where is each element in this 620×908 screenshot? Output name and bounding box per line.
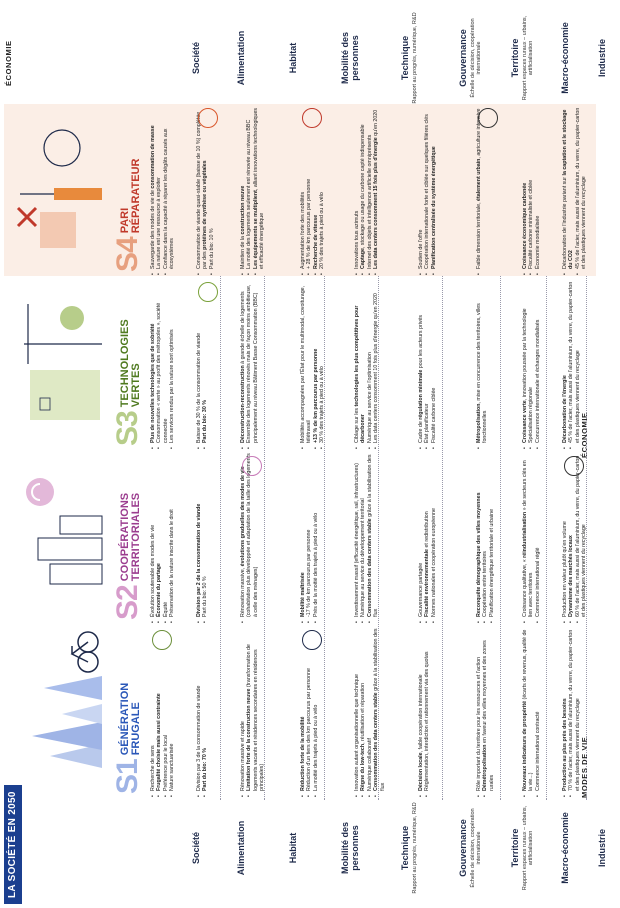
bullet-item: • Croissance verte, innovation poussée par la technologie	[522, 308, 528, 443]
bullet-item: • Consommation des data centers stable grâce à la stabilisation des flux	[373, 626, 386, 791]
bullet-item: • Réduction forte de la mobilité	[300, 668, 306, 791]
bullet-item: • Normes nationales et coopération européenne	[431, 508, 437, 617]
bullet-list	[300, 278, 326, 450]
bullet-item: • Production en valeur plutôt qu'en volume	[562, 452, 568, 617]
s1-cell-industrie	[562, 626, 596, 798]
bullet-item: • Innovations tous azimuts	[354, 110, 360, 269]
bullet-item: • Captage, stockage ou usage du carbone capté indispensable	[360, 110, 366, 269]
row-title: Territoire	[510, 38, 521, 78]
bullet-item: • -17 % de km parcourus par personne	[306, 513, 312, 617]
bullet-item: • Croissance qualitative, « réindustrialisation » de secteurs clés en lien avec territoires	[522, 452, 535, 617]
row-labels-right	[28, 12, 608, 104]
s3-title	[111, 319, 144, 446]
bullet-item: • Décision locale, faible coopération internationale	[418, 651, 424, 791]
row-label-alimentation-left	[220, 802, 264, 894]
bullet-item: • + 28 % de km parcourus par personne	[306, 179, 312, 269]
plane-crossed-icon	[302, 108, 322, 128]
s3-title-line2: VERTES	[130, 363, 142, 408]
bullet-item: • 60 % de l'acier, mais aussi de l'aluminium, du verre, du papier-carton et des plastiques viennent du recyclage	[575, 452, 588, 617]
bullet-item: • Décarbonation de l'énergie	[562, 278, 568, 443]
s4-repair-illustration	[10, 116, 110, 256]
bullet-list	[150, 509, 176, 624]
bullet-list	[354, 110, 380, 276]
row-label-macro-economie-left	[546, 802, 586, 894]
s3-cell-technique	[354, 278, 418, 450]
s3-title-line1: TECHNOLOGIES	[119, 319, 131, 408]
bullet-item: • Production au plus près des besoins	[562, 626, 568, 791]
bullet-item: • Les équipements se multiplient, alliant innovations technologiques et efficacité énergétique	[253, 104, 266, 269]
s1-cell-territoire	[476, 626, 522, 798]
s2-cell-alimentation	[196, 452, 240, 624]
row-subtitle: Échelle de décision, coopération internationale	[470, 18, 483, 98]
row-title: Industrie	[597, 829, 608, 868]
bullet-item: • Réglementation, interdiction et rationnement via des quotas	[424, 651, 430, 791]
bullet-item: • Commerce international contracté	[535, 626, 541, 791]
s2-number: S2	[111, 585, 144, 620]
s1-cell-gouvernance	[418, 626, 476, 798]
bullet-item: • Métropolisation, mise en concurrence des territoires, villes fonctionnelles	[476, 278, 489, 443]
row-title: Industrie	[597, 39, 608, 78]
bullet-list	[354, 278, 380, 450]
row-label-territoire-left	[500, 802, 546, 894]
s4-title-line2: RÉPARATEUR	[130, 158, 142, 234]
bullet-item: • Planification énergétique territoriale et urbaine	[489, 492, 495, 617]
bullet-list	[418, 651, 431, 798]
bullet-item: • Décarbonation de l'industrie pariant sur la captation et le stockage du CO2	[562, 104, 575, 269]
s4-title-line1: PARI	[119, 207, 131, 234]
row-label-mobilite-left	[324, 802, 378, 894]
row-title: Société	[191, 832, 202, 865]
s4-cell-technique	[354, 104, 418, 276]
recycle-icon	[564, 456, 584, 476]
bullet-item: • Commerce international réglé	[535, 452, 541, 617]
row-label-gouvernance-right	[442, 12, 500, 104]
s1-cell-habitat	[240, 626, 300, 798]
bullet-list	[196, 504, 209, 624]
s4-cell-gouvernance	[418, 104, 476, 276]
crane-icon	[478, 108, 498, 128]
bullet-list	[418, 114, 437, 276]
bullet-list	[418, 315, 437, 450]
scenario-s4	[4, 104, 596, 276]
bullet-item: • Confiance dans la capacité à réparer les dégâts causés aux écosystèmes	[163, 104, 176, 269]
s2-title-line2: TERRITORIALES	[130, 492, 142, 582]
row-title: Habitat	[288, 832, 299, 864]
bullet-item: • Rénovation massive et rapide	[240, 626, 246, 791]
bullet-item: • Innovation autant organisationnelle que technique	[354, 626, 360, 791]
bullet-item: • Plus de nouvelles technologies que de sobriété	[150, 278, 156, 443]
bullet-item: • Cadre de régulation minimale pour les acteurs privés	[418, 315, 424, 443]
row-subtitle: Rapport au progrès, numérique, R&D	[412, 12, 419, 104]
s1-title	[111, 682, 144, 794]
s4-cells	[150, 104, 596, 276]
bullet-item: • Numérique au service de l'optimisation	[367, 278, 373, 443]
s4-cell-industrie	[562, 104, 596, 276]
row-title: Macro-économie	[560, 812, 571, 884]
row-title: Mobilité des personnes	[340, 32, 360, 85]
bullet-item: • Évolution soutenable des modes de vie	[150, 509, 156, 617]
bullet-list	[240, 104, 266, 276]
bullet-item: • 45 % de l'acier, mais aussi de l'aluminium, du verre, du papier-carton et des plastiques viennent du recyclage	[568, 278, 581, 443]
bullet-item: • Numérique au service du développement territorial	[360, 452, 366, 617]
row-subtitle: Rapport espaces ruraux – urbains, artificialisation	[522, 15, 535, 101]
bullet-item: • La moitié des trajets à pied ou à vélo	[313, 668, 319, 791]
s3-cells	[150, 278, 596, 450]
s1-cell-macro-economie	[522, 626, 562, 798]
bullet-list	[196, 333, 209, 450]
scenario-s2	[4, 452, 596, 624]
bullet-item: • Règne du low-tech, réutilisation et réparation	[360, 626, 366, 791]
s4-cell-territoire	[476, 104, 522, 276]
bullet-item: • Reconquête démographique des villes moyennes	[476, 492, 482, 617]
bullet-item: • Soutien de l'offre	[418, 114, 424, 269]
row-subtitle: Rapport au progrès, numérique, R&D	[412, 802, 419, 894]
bullet-list	[562, 104, 588, 276]
bullet-item: • Investissement massif (efficacité énergétique, rail, infrastructures)	[354, 452, 360, 617]
bullet-item: • Ciblage sur les technologies les plus compétitives pour décarboner	[354, 278, 367, 443]
bullet-list	[476, 109, 482, 276]
s2-cell-technique	[354, 452, 418, 624]
bullet-item: • Croissance économique carbonée	[522, 180, 528, 269]
s3-header	[4, 278, 146, 450]
s1-cell-technique	[354, 626, 418, 798]
s4-cell-macro-economie	[522, 104, 562, 276]
bullet-item: • Faible dimension territoriale, étalement urbain, agriculture intensive	[476, 109, 482, 269]
s3-cell-territoire	[476, 278, 522, 450]
bullet-item: • Part du bio: 70 %	[202, 686, 208, 791]
bullet-item: • Recherche de vitesse	[313, 179, 319, 269]
section-label-economie-bottom: ÉCONOMIE	[580, 412, 589, 458]
s4-header	[4, 104, 146, 276]
bullet-item: • Mobilités accompagnées par l'État pour le multimodal, covoiturage, télétravail	[300, 278, 313, 443]
s4-cell-mobilite	[300, 104, 354, 276]
row-label-habitat-right	[264, 12, 324, 104]
bullet-item: • Division par 3 de la consommation de viande	[196, 686, 202, 791]
row-label-societe-right	[174, 12, 220, 104]
s4-cell-societe	[150, 104, 196, 276]
bullet-list	[300, 668, 319, 798]
scenario-s3	[4, 278, 596, 450]
bullet-item: • Planification centralisée du système énergétique	[431, 114, 437, 269]
s1-cell-mobilite	[300, 626, 354, 798]
s4-cell-habitat	[240, 104, 300, 276]
bullet-list	[476, 278, 489, 450]
row-subtitle: Échelle de décision, coopération internationale	[470, 808, 483, 888]
row-label-gouvernance-left	[442, 802, 500, 894]
bullet-item: • Les data centers consomment 10 fois plus d'énergie qu'en 2020	[373, 278, 379, 443]
s2-cell-industrie	[562, 452, 596, 624]
bullet-list	[522, 308, 541, 450]
s2-cell-gouvernance	[418, 452, 476, 624]
bullet-item: • Nature sanctuarisée	[169, 693, 175, 791]
s1-header	[4, 626, 146, 798]
row-title: Mobilité des personnes	[340, 822, 360, 875]
bullet-item: • Économie mondialisée	[535, 180, 541, 269]
s2-village-illustration	[10, 464, 110, 604]
bullet-item: • Internet des objets et intelligence artificielle omniprésents	[367, 110, 373, 269]
bullet-item: • Part du bio: 50 %	[202, 504, 208, 617]
s2-cell-macro-economie	[522, 452, 562, 624]
s1-cell-societe	[150, 626, 196, 798]
bullet-item: • 45 % de l'acier, mais aussi de l'aluminium, du verre, du papier-carton et des plastiques viennent du recyclage	[575, 104, 588, 269]
bullet-item: • La nature est une ressource à exploiter	[156, 104, 162, 269]
s2-cells	[150, 452, 596, 624]
row-title: Alimentation	[236, 820, 247, 876]
bullet-item: • État planificateur	[424, 315, 430, 443]
row-title: Technique	[400, 35, 411, 81]
cow-icon	[198, 108, 218, 128]
bullet-list	[354, 452, 380, 624]
bullet-item: • Spécialisation régionale	[528, 308, 534, 443]
row-label-habitat-left	[264, 802, 324, 894]
row-title: Alimentation	[236, 30, 247, 86]
bullet-list	[522, 180, 541, 276]
s4-cell-alimentation	[196, 104, 240, 276]
bicycle-icon	[302, 630, 322, 650]
bullet-list	[562, 626, 581, 798]
bullet-item: • Équité	[163, 509, 169, 617]
bullet-item: • Préférence pour le local	[163, 693, 169, 791]
s2-header	[4, 452, 146, 624]
tree-icon	[152, 630, 172, 650]
bullet-item: • Nouveaux indicateurs de prospérité (écarts de revenus, qualité de la vie...)	[522, 626, 535, 791]
row-label-industrie-left	[586, 802, 620, 894]
section-label-economie-top: ÉCONOMIE	[4, 40, 13, 86]
bullet-list	[150, 104, 176, 276]
bullet-item: • Près de la moitié des trajets à pied ou à vélo	[313, 513, 319, 617]
row-subtitle: Rapport espaces ruraux – urbains, artificialisation	[522, 805, 535, 891]
scenario-s1	[4, 626, 596, 798]
s1-cells	[150, 626, 596, 798]
bullet-item: • La moitié des logements seulement est rénovée au niveau BBC	[246, 104, 252, 269]
bullet-item: • Maintien de la construction neuve	[240, 104, 246, 269]
row-title: Habitat	[288, 42, 299, 74]
row-label-industrie-right	[586, 12, 620, 104]
bullet-list	[300, 179, 326, 276]
bullet-item: • Ensemble des logements rénovés mais de façon moins ambitieuse, principalement au niveau Bâtiment Basse Consommation (BBC)	[246, 278, 259, 443]
s3-green-tech-illustration	[10, 290, 110, 430]
bullet-item: • Mobilité maîtrisée	[300, 513, 306, 617]
s2-cell-territoire	[476, 452, 522, 624]
s1-number: S1	[111, 759, 144, 794]
bullet-list	[354, 626, 386, 798]
s3-cell-mobilite	[300, 278, 354, 450]
bullet-item: • Rénovation massive, évolutions graduelles des modes de vie (cohabitation plus développée et adaptation de la taille des logements à celle des ménages)	[240, 452, 259, 617]
bullet-list	[522, 626, 541, 798]
bullet-list	[562, 278, 581, 450]
row-title: Gouvernance	[458, 819, 469, 877]
row-labels-left	[28, 802, 608, 894]
s2-cell-societe	[150, 452, 196, 624]
s3-cell-societe	[150, 278, 196, 450]
bullet-list	[196, 104, 215, 276]
bullet-item: • Économie du partage	[156, 509, 162, 617]
bullet-item: • +13 % de km parcourus par personne	[313, 278, 319, 443]
bullet-item: • Gouvernance partagée	[418, 508, 424, 617]
bullet-item: • 20 % des trajets à pied ou à vélo	[319, 179, 325, 269]
row-title: Technique	[400, 825, 411, 871]
s2-title	[111, 492, 144, 620]
bullet-list	[196, 686, 209, 798]
s1-nature-illustration	[10, 638, 110, 778]
bullet-item: • Division par 2 de la consommation de viande	[196, 504, 202, 617]
s1-title-line2: FRUGALE	[130, 702, 142, 756]
s2-cell-habitat	[240, 452, 300, 624]
s1-title-line1: GÉNÉRATION	[119, 682, 131, 756]
bullet-list	[562, 452, 588, 624]
bullet-list	[300, 513, 319, 624]
row-label-alimentation-right	[220, 12, 264, 104]
bullet-item: • Consommation des data centers stable grâce à la stabilisation des flux	[367, 452, 380, 617]
bullet-item: • Réduction d'un tiers des km parcourus par personne	[306, 668, 312, 791]
bullet-item: • Frugalité choisie mais aussi contrainte	[156, 693, 162, 791]
s2-title-line1: COOPÉRATIONS	[119, 492, 131, 582]
bullet-item: • Part du bio: 30 %	[202, 333, 208, 443]
bullet-item: • Recherche de sens	[150, 693, 156, 791]
bullet-item: • Fiscalité carbone minimaliste et ciblée	[528, 180, 534, 269]
bullet-item: • Fiscalité carbone ciblée	[431, 315, 437, 443]
row-label-territoire-right	[500, 12, 546, 104]
bullet-item: • Consommation de viande quasi-stable (baisse de 10 %) complétée par des protéines de synthèse ou végétales	[196, 104, 209, 269]
bullet-list	[150, 693, 176, 798]
s2-cell-mobilite	[300, 452, 354, 624]
bullet-item: • Part du bio: 10 %	[209, 104, 215, 269]
row-title: Territoire	[510, 828, 521, 868]
bullet-item: • Les services rendus par la nature sont optimisés	[169, 278, 175, 443]
s3-cell-habitat	[240, 278, 300, 450]
leaf-icon	[198, 282, 218, 302]
s3-number: S3	[111, 411, 144, 446]
bullet-item: • Numérique collaboratif	[367, 626, 373, 791]
bullet-list	[240, 452, 259, 624]
bullet-item: • Coopération entre territoires	[482, 492, 488, 617]
bullet-item: • Les data centers consomment 15 fois plus d'énergie qu'en 2020	[373, 110, 379, 269]
bullet-item: • 30 % des trajets à pied ou à vélo	[319, 278, 325, 443]
row-title: Macro-économie	[560, 22, 571, 94]
s4-number: S4	[111, 237, 144, 272]
s3-cell-industrie	[562, 278, 596, 450]
s3-cell-macro-economie	[522, 278, 562, 450]
bullet-list	[418, 508, 437, 624]
bullet-item: • Consommation « verte » au profit des métropoles », société connectée	[156, 278, 169, 443]
section-label-modes-de-vie-bottom: MODES DE VIE	[580, 736, 589, 798]
bullet-item: • Rôle important du territoire pour les ressources et l'action	[476, 626, 482, 791]
row-label-technique-right	[378, 12, 442, 104]
bullet-list	[522, 452, 541, 624]
bullet-item: • Démétropolisation en faveur des villes moyennes et des zones rurales	[482, 626, 495, 791]
bullet-list	[476, 492, 495, 624]
row-title: Gouvernance	[458, 29, 469, 87]
bullet-item: • 70 % de l'acier, mais aussi de l'aluminium, du verre, du papier-carton et des plastiques viennent du recyclage	[568, 626, 581, 791]
bullet-item: • Préservation de la nature inscrite dans le droit	[169, 509, 175, 617]
s4-title	[111, 158, 144, 272]
row-label-macro-economie-right	[546, 12, 586, 104]
bullet-list	[240, 278, 259, 450]
bullet-item: • Sauvegarde des modes de vie de consommation de masse	[150, 104, 156, 269]
s1-cell-alimentation	[196, 626, 240, 798]
s3-cell-gouvernance	[418, 278, 476, 450]
row-title: Société	[191, 42, 202, 75]
bullet-item: • Limitation forte de la construction neuve (transformation de logements vacants et résidences secondaires en résidences principales)	[246, 626, 265, 791]
row-label-mobilite-right	[324, 12, 378, 104]
row-label-societe-left	[174, 802, 220, 894]
bullet-item: • Baisse de 30 % de la consommation de viande	[196, 333, 202, 443]
bullet-item: • Déconstruction-reconstruction à grande échelle de logements	[240, 278, 246, 443]
bullet-item: • Fiscalité environnementale et redistribution	[424, 508, 430, 617]
bullet-list	[240, 626, 266, 798]
bullet-item: • Coopération internationale forte et ciblée sur quelques filières clés	[424, 114, 430, 269]
house-icon	[242, 456, 262, 476]
bullet-item: • Concurrence internationale et échanges mondialisés	[535, 308, 541, 443]
bullet-list	[476, 626, 495, 798]
s3-cell-alimentation	[196, 278, 240, 450]
bullet-item: • Dynamisme des marchés locaux	[568, 452, 574, 617]
bullet-item: • Augmentation forte des mobilités	[300, 179, 306, 269]
row-label-technique-left	[378, 802, 442, 894]
bullet-list	[150, 278, 176, 450]
page-tag: LA SOCIÉTÉ EN 2050	[4, 785, 22, 904]
